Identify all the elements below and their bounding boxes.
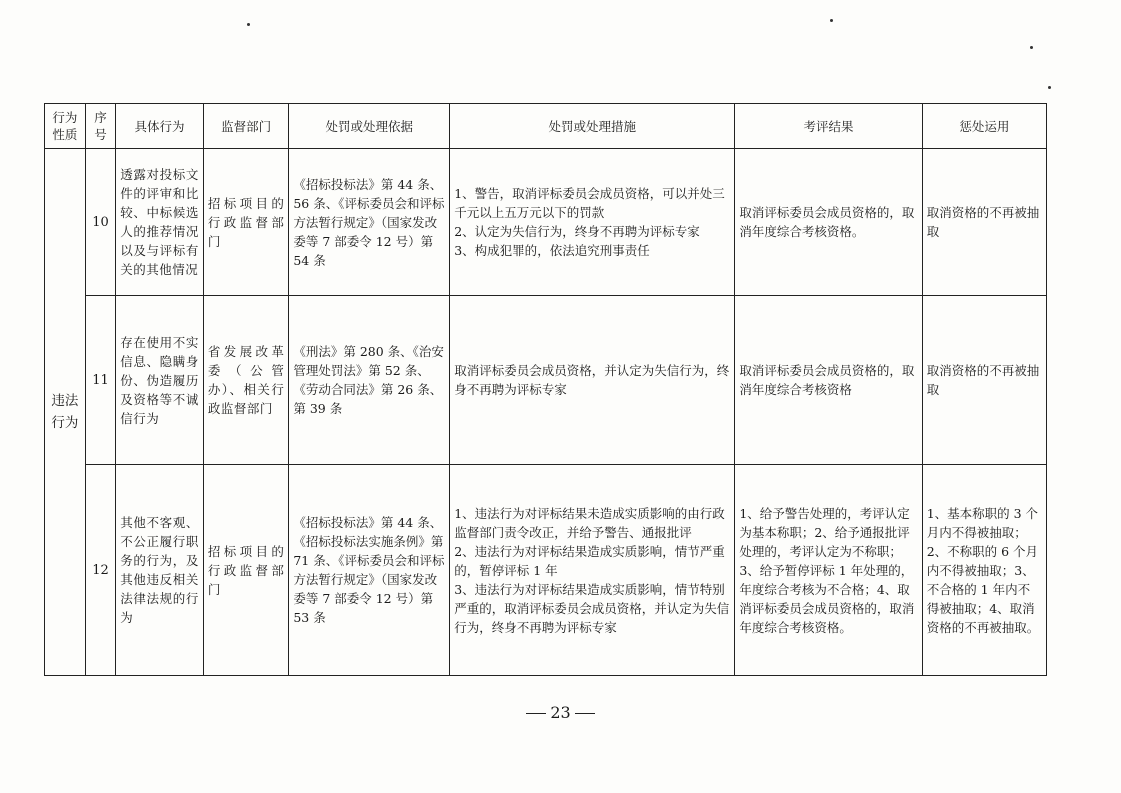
row-evaluation: 取消评标委员会成员资格的，取消年度综合考核资格 xyxy=(735,296,922,465)
header-nature: 行为 性质 xyxy=(45,104,86,149)
page-dash-left xyxy=(526,713,546,714)
header-measures: 处罚或处理措施 xyxy=(450,104,735,149)
scan-speck xyxy=(1048,86,1051,89)
row-evaluation: 1、给予警告处理的，考评认定为基本称职；2、给予通报批评处理的，考评认定为不称职；3、给予暂停评标 1 年处理的，年度综合考核为不合格；4、取消评标委员会成员资格的，取消年度综合考核资格。 xyxy=(735,465,922,676)
row-measures: 1、违法行为对评标结果未造成实质影响的由行政监督部门责令改正，并给予警告、通报批评 2、违法行为对评标结果造成实质影响，情节严重的，暂停评标 1 年 3、违法行为对评标结果造成实质影响，情节特别严重的，取消评标委员会成员资格，并认定为失信行为，终身不再聘为评标专家 xyxy=(450,465,735,676)
row-department: 省发展改革委（公管办）、相关行政监督部门 xyxy=(203,296,289,465)
header-number: 序 号 xyxy=(85,104,116,149)
row-department: 招标项目的行政监督部门 xyxy=(203,465,289,676)
row-number: 12 xyxy=(85,465,116,676)
header-basis: 处罚或处理依据 xyxy=(289,104,450,149)
row-number: 10 xyxy=(85,149,116,296)
row-basis: 《招标投标法》第 44 条、56 条、《评标委员会和评标方法暂行规定》（国家发改委等 7 部委令 12 号）第 54 条 xyxy=(289,149,450,296)
penalty-table xyxy=(44,103,1047,676)
row-behavior: 透露对投标文件的评审和比较、中标候选人的推荐情况以及与评标有关的其他情况 xyxy=(116,149,204,296)
page-number xyxy=(0,703,1121,722)
scan-speck xyxy=(830,19,833,22)
row-application: 取消资格的不再被抽取 xyxy=(922,296,1046,465)
row-evaluation: 取消评标委员会成员资格的，取消年度综合考核资格。 xyxy=(735,149,922,296)
header-application: 惩处运用 xyxy=(922,104,1046,149)
table-row xyxy=(45,296,1047,465)
scan-speck xyxy=(1030,46,1033,49)
page-number-text: 23 xyxy=(550,703,571,722)
row-number: 11 xyxy=(85,296,116,465)
row-application: 取消资格的不再被抽取 xyxy=(922,149,1046,296)
row-behavior: 存在使用不实信息、隐瞒身份、伪造履历及资格等不诚信行为 xyxy=(116,296,204,465)
scan-speck xyxy=(247,23,250,26)
row-measures: 取消评标委员会成员资格，并认定为失信行为，终身不再聘为评标专家 xyxy=(450,296,735,465)
table-row xyxy=(45,149,1047,296)
header-evaluation: 考评结果 xyxy=(735,104,922,149)
row-behavior: 其他不客观、不公正履行职务的行为，及其他违反相关法律法规的行为 xyxy=(116,465,204,676)
row-measures: 1、警告，取消评标委员会成员资格，可以并处三千元以上五万元以下的罚款 2、认定为失信行为，终身不再聘为评标专家 3、构成犯罪的，依法追究刑事责任 xyxy=(450,149,735,296)
row-basis: 《刑法》第 280 条、《治安管理处罚法》第 52 条、《劳动合同法》第 26 条、第 39 条 xyxy=(289,296,450,465)
table-header-row xyxy=(45,104,1047,149)
header-behavior: 具体行为 xyxy=(116,104,204,149)
header-department: 监督部门 xyxy=(203,104,289,149)
page-dash-right xyxy=(575,713,595,714)
group-label: 违法 行为 xyxy=(45,149,86,676)
row-application: 1、基本称职的 3 个月内不得被抽取；2、不称职的 6 个月内不得被抽取；3、不合格的 1 年内不得被抽取；4、取消资格的不再被抽取。 xyxy=(922,465,1046,676)
row-basis: 《招标投标法》第 44 条、《招标投标法实施条例》第 71 条、《评标委员会和评标方法暂行规定》（国家发改委等 7 部委令 12 号）第 53 条 xyxy=(289,465,450,676)
row-department: 招标项目的行政监督部门 xyxy=(203,149,289,296)
table-row xyxy=(45,465,1047,676)
